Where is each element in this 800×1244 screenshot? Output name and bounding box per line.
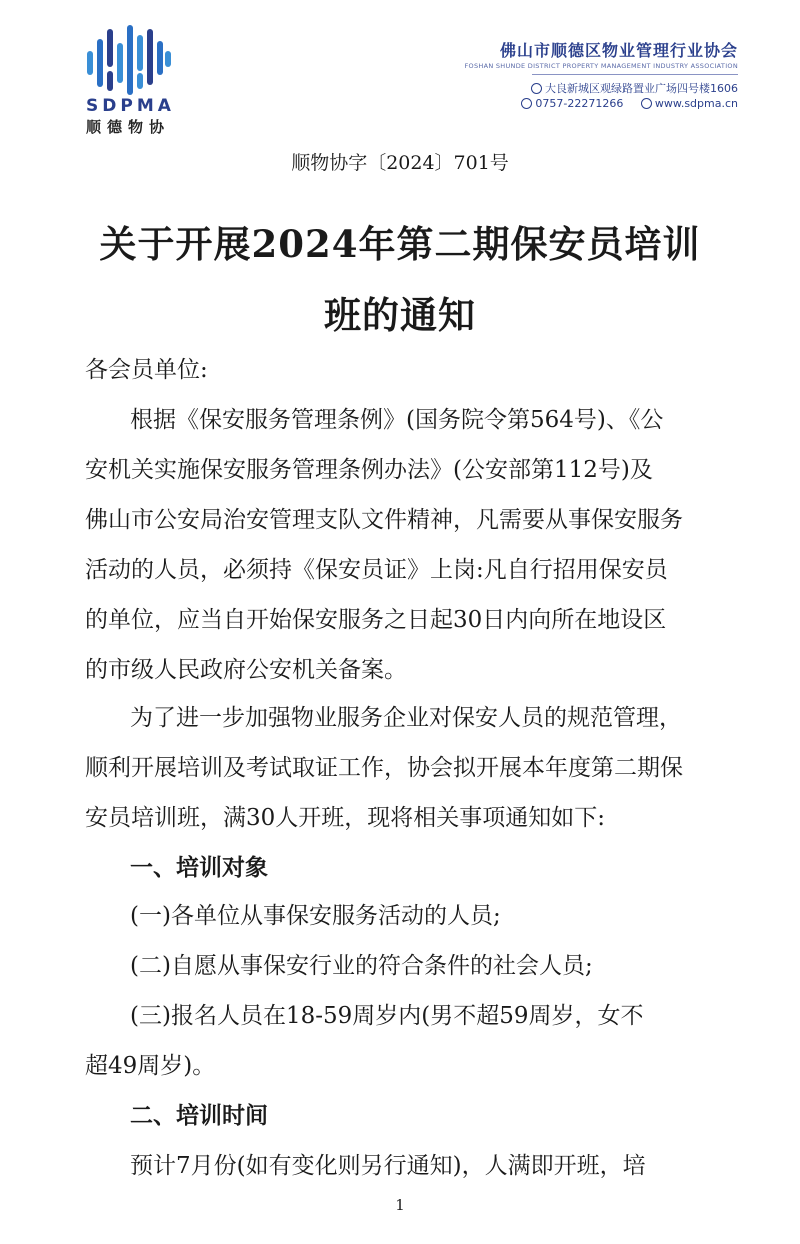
paragraph-2-line: 顺利开展培训及考试取证工作，协会拟开展本年度第二期保: [85, 755, 683, 781]
paragraph-1-line: 的单位，应当自开始保安服务之日起30日内向所在地设区: [85, 607, 667, 633]
section-1-item: (三)报名人员在18-59周岁内(男不超59周岁，女不: [130, 1003, 644, 1029]
paragraph-1-line: 活动的人员，必须持《保安员证》上岗:凡自行招用保安员: [85, 557, 668, 583]
logo-text: SDPMA: [86, 96, 175, 116]
header-divider: [532, 74, 738, 75]
association-name: 佛山市顺德区物业管理行业协会: [499, 41, 738, 60]
section-1-item: (二)自愿从事保安行业的符合条件的社会人员;: [130, 953, 593, 979]
paragraph-1-line: 的市级人民政府公安机关备案。: [85, 657, 407, 683]
association-name-en: FOSHAN SHUNDE DISTRICT PROPERTY MANAGEMENT INDUSTRY ASSOCIATION: [464, 62, 738, 70]
paragraph-1-line: 根据《保安服务管理条例》(国务院令第564号)、《公: [130, 407, 664, 433]
website-link[interactable]: www.sdpma.cn: [654, 97, 738, 110]
section-2-heading: 二、培训时间: [130, 1103, 268, 1129]
sdpma-logo-icon: [84, 24, 174, 96]
page-number: 1: [395, 1196, 405, 1214]
section-1-heading: 一、培训对象: [130, 855, 268, 881]
phone-icon: [521, 98, 532, 109]
salutation: 各会员单位:: [85, 357, 208, 383]
globe-icon: [641, 98, 652, 109]
paragraph-1-line: 安机关实施保安服务管理条例办法》(公安部第112号)及: [85, 457, 653, 483]
address-text: 大良新城区观绿路置业广场四号楼1606: [545, 82, 738, 95]
paragraph-2-line: 为了进一步加强物业服务企业对保安人员的规范管理，: [130, 705, 682, 731]
section-1-item: 超49周岁)。: [85, 1053, 216, 1079]
section-2-line: 预计7月份(如有变化则另行通知)，人满即开班，培: [130, 1153, 646, 1179]
contact-line: [521, 97, 738, 110]
location-pin-icon: [531, 83, 542, 94]
document-number: 顺物协字〔2024〕701号: [291, 152, 509, 174]
section-1-item: (一)各单位从事保安服务活动的人员;: [130, 903, 501, 929]
address-line: [531, 80, 738, 96]
document-title-line-2: 班的通知: [324, 293, 476, 337]
phone-text: 0757-22271266: [535, 97, 624, 110]
paragraph-2-line: 安员培训班，满30人开班，现将相关事项通知如下:: [85, 805, 606, 831]
paragraph-1-line: 佛山市公安局治安管理支队文件精神，凡需要从事保安服务: [85, 507, 683, 533]
logo-subtitle: 顺德物协: [86, 118, 171, 136]
document-title-line-1: 关于开展2024年第二期保安员培训: [99, 222, 701, 266]
